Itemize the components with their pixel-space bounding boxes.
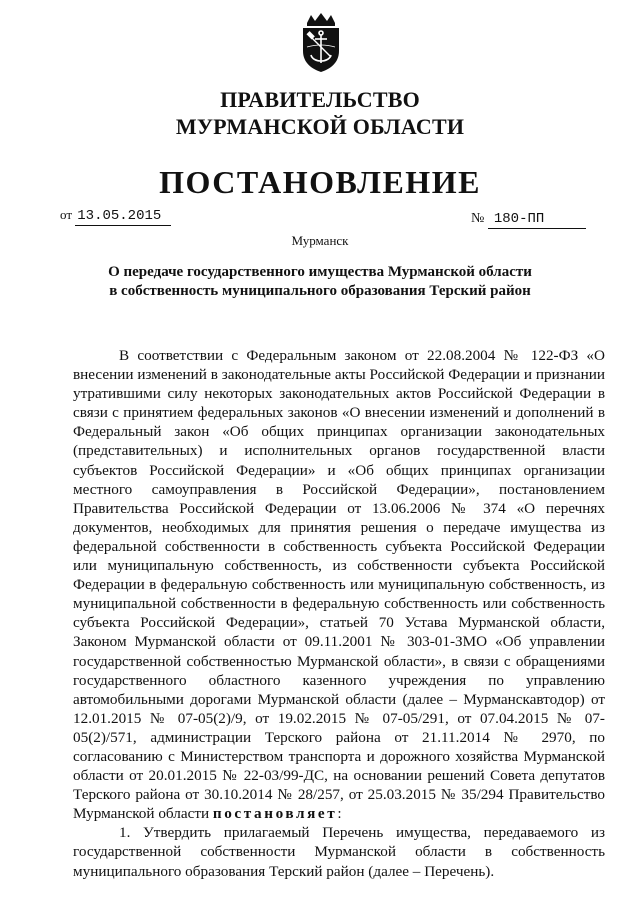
- coat-of-arms-icon: [293, 13, 349, 73]
- document-body: [73, 346, 605, 881]
- document-date: [60, 206, 171, 226]
- body-paragraph-2: 1. Утвердить прилагаемый Перечень имущества, передаваемого из государственной собственности Мурманской области в собственность муниципального образования Терский район (далее – Перечень).: [73, 824, 605, 880]
- organization-name-line2: МУРМАНСКОЙ ОБЛАСТИ: [175, 114, 465, 139]
- organization-name-line1: ПРАВИТЕЛЬСТВО: [220, 87, 420, 112]
- document-number: [471, 210, 586, 229]
- decree-colon: :: [337, 805, 342, 823]
- decree-word: постановляет: [212, 805, 338, 823]
- document-title-line1: О передаче государственного имущества Мурманской области: [108, 264, 532, 280]
- preamble-text: В соответствии с Федеральным законом от 22.08.2004 № 122-ФЗ «О внесении изменений в законодательные акты Российской Федерации и признании утратившими силу некоторых законодательных актов Российской Федерации в связи с принятием федеральных законов «О внесении изменений и дополнений в Федеральный закон «Об общих принципах организации законодательных (представительных) и исполнительных органов государственной власти субъектов Российской Федерации» и «Об общих принципах организации местного самоуправления в Российской Федерации», постановлением Правительства Российской Федерации от 13.06.2006 № 374 «О перечнях документов, необходимых для принятия решения о передаче имущества из федеральной собственности в собственность субъекта Российской Федерации или муниципальную собственность, из собственности субъекта Российской Федерации в федеральную собственность или муниципальную собственность, из муниципальной собственности в федеральную собственность или собственность субъекта Российской Федерации», статьей 70 Устава Мурманской области, Законом Мурманской области от 09.11.2001 № 303-01-ЗМО «Об управлении государственной собственностью Мурманской области», в связи с обращениями государственного областного казенного учреждения по управлению автомобильными дорогами Мурманской области (далее – Мурманскавтодор) от 12.01.2015 № 07-05(2)/9, от 19.02.2015 № 07-05/291, от 07.04.2015 № 07-05(2)/571, администрации Терского района от 21.11.2014 № 2970, по согласованию с Министерством транспорта и дорожного хозяйства Мурманской области от 20.01.2015 № 22-03/99-ДС, на основании решений Совета депутатов Терского района от 30.10.2014 № 28/257, от 25.03.2015 № 35/294 Правительство Мурманской области: [73, 347, 605, 823]
- number-value: 180-ПП: [488, 210, 586, 229]
- date-prefix: от: [60, 207, 73, 222]
- city-name: Мурманск: [291, 233, 349, 248]
- document-type-heading: ПОСТАНОВЛЕНИЕ: [159, 164, 481, 200]
- number-prefix: №: [471, 211, 485, 226]
- date-value: 13.05.2015: [75, 207, 171, 226]
- document-title-line2: в собственность муниципального образования Терский район: [109, 283, 531, 299]
- body-paragraph-1: [73, 346, 605, 823]
